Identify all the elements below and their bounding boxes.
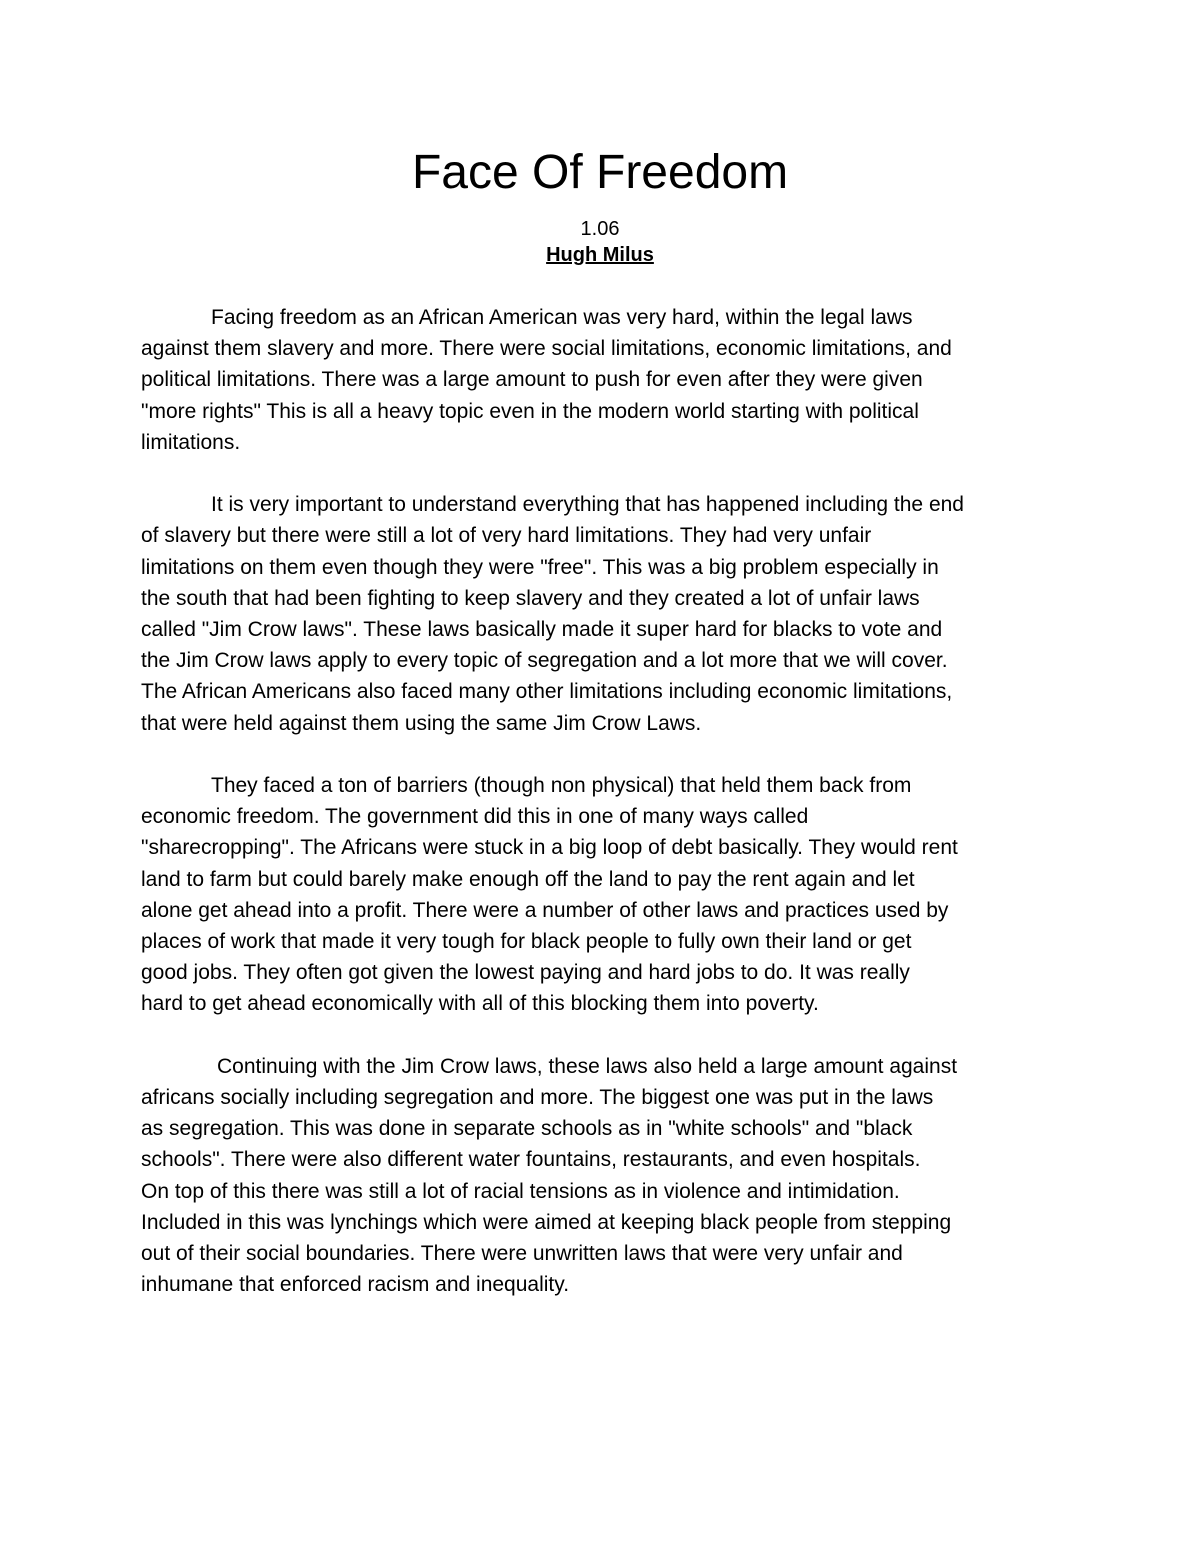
text-line: as segregation. This was done in separate schools as in "white schools" and "black xyxy=(141,1117,913,1141)
text-line: Continuing with the Jim Crow laws, these laws also held a large amount against xyxy=(217,1054,958,1078)
text-line: africans socially including segregation and more. The biggest one was put in the laws xyxy=(141,1086,934,1110)
text-line: Included in this was lynchings which were aimed at keeping black people from stepping xyxy=(141,1210,952,1234)
text-line: hard to get ahead economically with all of this blocking them into poverty. xyxy=(141,992,819,1016)
text-line: out of their social boundaries. There were unwritten laws that were very unfair and xyxy=(141,1242,903,1266)
paragraph-4 xyxy=(141,1051,1066,1301)
document-title: Face Of Freedom xyxy=(411,146,789,199)
text-line: They faced a ton of barriers (though non physical) that held them back from xyxy=(211,774,912,798)
text-line: economic freedom. The government did this in one of many ways called xyxy=(141,805,809,829)
text-line: inhumane that enforced racism and inequality. xyxy=(141,1273,570,1297)
text-line: against them slavery and more. There were social limitations, economic limitations, and xyxy=(141,337,952,361)
text-line: land to farm but could barely make enough off the land to pay the rent again and let xyxy=(141,867,915,891)
text-line: "sharecropping". The Africans were stuck in a big loop of debt basically. They would rent xyxy=(141,836,958,860)
text-line: alone get ahead into a profit. There were a number of other laws and practices used by xyxy=(141,898,949,922)
text-line: The African Americans also faced many other limitations including economic limitations, xyxy=(141,680,953,704)
document-body xyxy=(141,302,1066,1332)
text-line: limitations. xyxy=(141,430,241,454)
text-line: the south that had been fighting to keep slavery and they created a lot of unfair laws xyxy=(141,586,920,610)
text-line: "more rights" This is all a heavy topic even in the modern world starting with political xyxy=(141,399,919,423)
text-line: places of work that made it very tough for black people to fully own their land or get xyxy=(141,930,912,954)
text-line: the Jim Crow laws apply to every topic of segregation and a lot more that we will cover. xyxy=(141,649,948,673)
author-name: Hugh Milus xyxy=(546,244,654,266)
text-line: schools". There were also different water fountains, restaurants, and even hospitals. xyxy=(141,1148,921,1172)
text-line: good jobs. They often got given the lowest paying and hard jobs to do. It was really xyxy=(141,961,910,985)
paragraph-2 xyxy=(141,489,1066,739)
paragraph-1 xyxy=(141,302,1066,458)
text-line: On top of this there was still a lot of racial tensions as in violence and intimidation. xyxy=(141,1179,900,1203)
text-line: that were held against them using the same Jim Crow Laws. xyxy=(141,711,702,735)
text-line: limitations on them even though they were "free". This was a big problem especially in xyxy=(141,555,939,579)
text-line: political limitations. There was a large amount to push for even after they were given xyxy=(141,368,923,392)
text-line: of slavery but there were still a lot of very hard limitations. They had very unfair xyxy=(141,524,872,548)
text-line: It is very important to understand everything that has happened including the end xyxy=(211,493,964,517)
text-line: Facing freedom as an African American was very hard, within the legal laws xyxy=(211,306,913,329)
document-subtitle: 1.06 xyxy=(580,218,620,240)
paragraph-3 xyxy=(141,770,1066,1020)
text-line: called "Jim Crow laws". These laws basically made it super hard for blacks to vote and xyxy=(141,618,943,642)
